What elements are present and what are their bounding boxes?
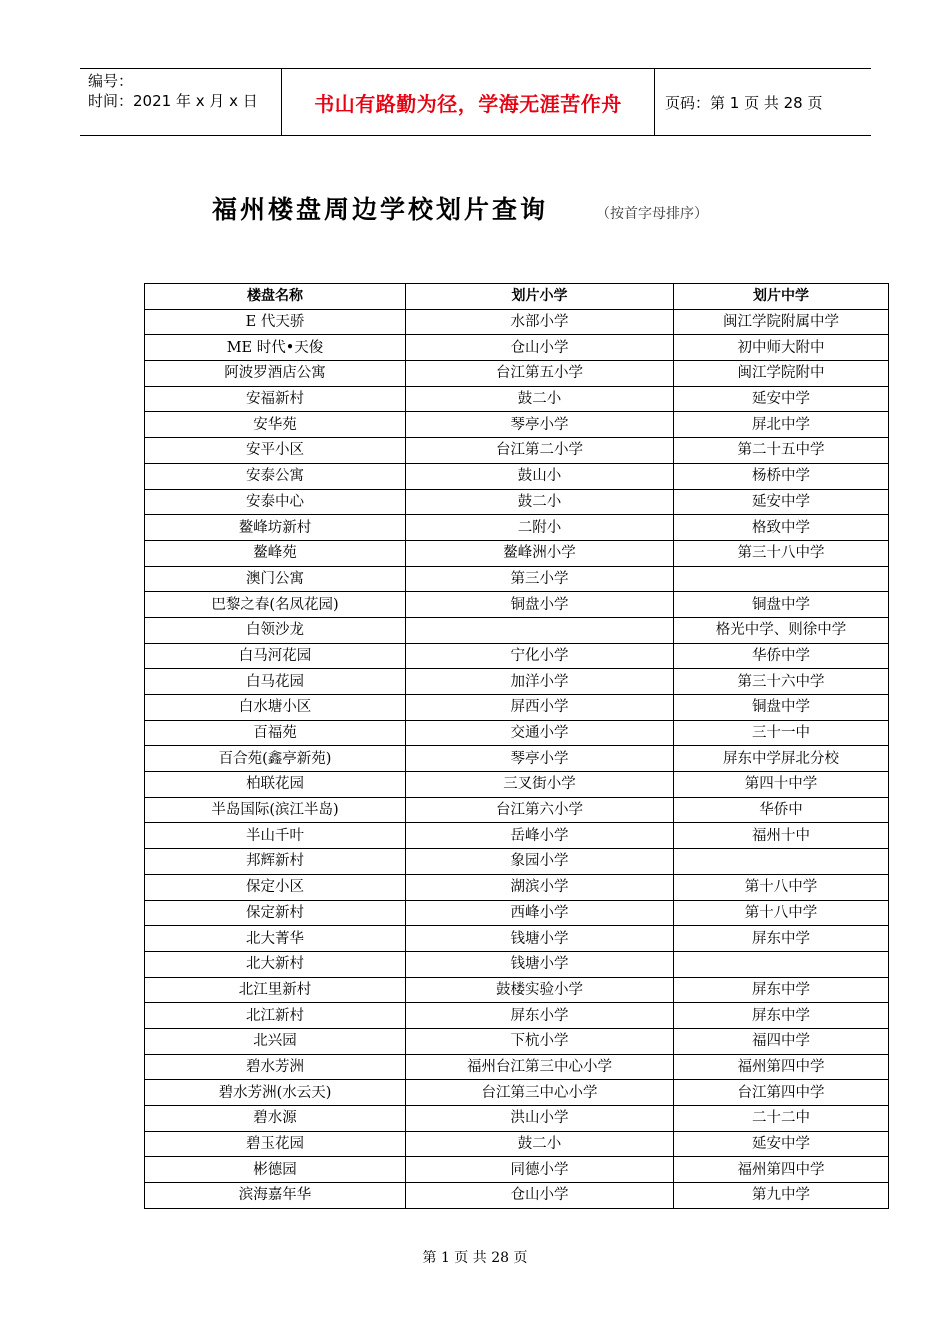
table-row [145, 1183, 889, 1209]
middle-school-cell: 铜盘中学 [674, 695, 889, 721]
primary-school-cell: 琴亭小学 [406, 746, 674, 772]
middle-school-cell: 华侨中 [674, 797, 889, 823]
primary-school-cell: 鳌峰洲小学 [406, 540, 674, 566]
table-row [145, 515, 889, 541]
middle-school-cell: 闽江学院附属中学 [674, 309, 889, 335]
primary-school-cell: 西峰小学 [406, 900, 674, 926]
table-row [145, 617, 889, 643]
estate-name-cell: 北大新村 [145, 951, 406, 977]
estate-name-cell: 滨海嘉年华 [145, 1183, 406, 1209]
middle-school-cell: 格致中学 [674, 515, 889, 541]
middle-school-cell: 杨桥中学 [674, 463, 889, 489]
primary-school-cell: 宁化小学 [406, 643, 674, 669]
primary-school-cell: 交通小学 [406, 720, 674, 746]
primary-school-cell: 仓山小学 [406, 1183, 674, 1209]
middle-school-cell: 铜盘中学 [674, 592, 889, 618]
page-title: 福州楼盘周边学校划片查询 [212, 195, 549, 224]
school-district-table [144, 283, 889, 1209]
primary-school-cell: 台江第三中心小学 [406, 1080, 674, 1106]
estate-name-cell: 半山千叶 [145, 823, 406, 849]
table-row [145, 695, 889, 721]
estate-name-cell: 鳌峰坊新村 [145, 515, 406, 541]
estate-name-cell: 北兴园 [145, 1028, 406, 1054]
primary-school-cell: 岳峰小学 [406, 823, 674, 849]
page-subtitle: （按首字母排序） [596, 206, 709, 222]
estate-name-cell: 彬德园 [145, 1157, 406, 1183]
table-row [145, 669, 889, 695]
estate-name-cell: 北大菁华 [145, 926, 406, 952]
middle-school-cell: 第三十八中学 [674, 540, 889, 566]
primary-school-cell: 台江第二小学 [406, 438, 674, 464]
table-row [145, 977, 889, 1003]
primary-school-cell: 台江第五小学 [406, 361, 674, 387]
primary-school-cell: 水部小学 [406, 309, 674, 335]
primary-school-cell: 钱塘小学 [406, 951, 674, 977]
header-page-info: 页码：第 1 页 共 28 页 [665, 93, 823, 112]
middle-school-cell: 屏东中学 [674, 926, 889, 952]
primary-school-cell: 第三小学 [406, 566, 674, 592]
middle-school-cell: 福州第四中学 [674, 1157, 889, 1183]
table-row [145, 335, 889, 361]
table-row [145, 438, 889, 464]
middle-school-cell: 格光中学、则徐中学 [674, 617, 889, 643]
primary-school-cell: 铜盘小学 [406, 592, 674, 618]
primary-school-cell: 台江第六小学 [406, 797, 674, 823]
estate-name-cell: 碧玉花园 [145, 1131, 406, 1157]
estate-name-cell: 碧水芳洲 [145, 1054, 406, 1080]
primary-school-cell: 同德小学 [406, 1157, 674, 1183]
table-row [145, 900, 889, 926]
estate-name-cell: 碧水源 [145, 1106, 406, 1132]
table-row [145, 926, 889, 952]
primary-school-cell [406, 617, 674, 643]
middle-school-cell: 屏北中学 [674, 412, 889, 438]
middle-school-cell: 第三十六中学 [674, 669, 889, 695]
estate-name-cell: 鳌峰苑 [145, 540, 406, 566]
table-row [145, 1028, 889, 1054]
middle-school-cell: 福州十中 [674, 823, 889, 849]
middle-school-cell: 初中师大附中 [674, 335, 889, 361]
middle-school-cell: 三十一中 [674, 720, 889, 746]
estate-name-cell: 安泰中心 [145, 489, 406, 515]
estate-name-cell: 百合苑(鑫亭新苑) [145, 746, 406, 772]
primary-school-cell: 屏西小学 [406, 695, 674, 721]
table-row [145, 1131, 889, 1157]
table-row [145, 309, 889, 335]
middle-school-cell: 延安中学 [674, 1131, 889, 1157]
primary-school-cell: 洪山小学 [406, 1106, 674, 1132]
estate-name-cell: 巴黎之春(名凤花园) [145, 592, 406, 618]
estate-name-cell: 安平小区 [145, 438, 406, 464]
estate-name-cell: 柏联花园 [145, 772, 406, 798]
middle-school-cell: 第九中学 [674, 1183, 889, 1209]
table-row [145, 746, 889, 772]
table-row [145, 1080, 889, 1106]
header-meta [80, 69, 282, 135]
table-row [145, 720, 889, 746]
table-row [145, 412, 889, 438]
estate-name-cell: 邦辉新村 [145, 849, 406, 875]
estate-name-cell: 半岛国际(滨江半岛) [145, 797, 406, 823]
estate-name-cell: 白水塘小区 [145, 695, 406, 721]
header-motto: 书山有路勤为径，学海无涯苦作舟 [282, 69, 655, 135]
primary-school-cell: 三叉街小学 [406, 772, 674, 798]
table-row [145, 772, 889, 798]
table-header-row [145, 284, 889, 310]
middle-school-cell [674, 951, 889, 977]
column-header-middle: 划片中学 [674, 284, 889, 310]
middle-school-cell: 屏东中学 [674, 977, 889, 1003]
estate-name-cell: 北江新村 [145, 1003, 406, 1029]
table-row [145, 489, 889, 515]
table-row [145, 1106, 889, 1132]
page-header [80, 68, 871, 136]
middle-school-cell: 福州第四中学 [674, 1054, 889, 1080]
table-row [145, 592, 889, 618]
table-row [145, 566, 889, 592]
middle-school-cell: 第二十五中学 [674, 438, 889, 464]
estate-name-cell: 百福苑 [145, 720, 406, 746]
middle-school-cell [674, 566, 889, 592]
primary-school-cell: 象园小学 [406, 849, 674, 875]
table-row [145, 874, 889, 900]
estate-name-cell: E 代天骄 [145, 309, 406, 335]
estate-name-cell: 北江里新村 [145, 977, 406, 1003]
middle-school-cell [674, 849, 889, 875]
middle-school-cell: 第十八中学 [674, 900, 889, 926]
estate-name-cell: 安华苑 [145, 412, 406, 438]
table-row [145, 463, 889, 489]
document-date: 时间：2021 年 x 月 x 日 [88, 92, 258, 110]
table-row [145, 1003, 889, 1029]
column-header-primary: 划片小学 [406, 284, 674, 310]
primary-school-cell: 福州台江第三中心小学 [406, 1054, 674, 1080]
column-header-estate: 楼盘名称 [145, 284, 406, 310]
primary-school-cell: 鼓二小 [406, 489, 674, 515]
table-row [145, 951, 889, 977]
middle-school-cell: 第十八中学 [674, 874, 889, 900]
middle-school-cell: 延安中学 [674, 386, 889, 412]
table-row [145, 540, 889, 566]
table-row [145, 1054, 889, 1080]
estate-name-cell: 保定小区 [145, 874, 406, 900]
document-number: 编号： [88, 72, 134, 90]
primary-school-cell: 鼓二小 [406, 386, 674, 412]
title-row [212, 190, 708, 226]
page-footer: 第 1 页 共 28 页 [422, 1250, 528, 1266]
middle-school-cell: 台江第四中学 [674, 1080, 889, 1106]
middle-school-cell: 屏东中学 [674, 1003, 889, 1029]
primary-school-cell: 鼓楼实验小学 [406, 977, 674, 1003]
estate-name-cell: 白马河花园 [145, 643, 406, 669]
table-row [145, 386, 889, 412]
estate-name-cell: 保定新村 [145, 900, 406, 926]
table-row [145, 797, 889, 823]
table-row [145, 361, 889, 387]
primary-school-cell: 仓山小学 [406, 335, 674, 361]
primary-school-cell: 屏东小学 [406, 1003, 674, 1029]
estate-name-cell: 澳门公寓 [145, 566, 406, 592]
estate-name-cell: 碧水芳洲(水云天) [145, 1080, 406, 1106]
primary-school-cell: 钱塘小学 [406, 926, 674, 952]
primary-school-cell: 二附小 [406, 515, 674, 541]
middle-school-cell: 华侨中学 [674, 643, 889, 669]
primary-school-cell: 湖滨小学 [406, 874, 674, 900]
primary-school-cell: 下杭小学 [406, 1028, 674, 1054]
table-row [145, 1157, 889, 1183]
estate-name-cell: ME 时代•天俊 [145, 335, 406, 361]
middle-school-cell: 福四中学 [674, 1028, 889, 1054]
primary-school-cell: 鼓山小 [406, 463, 674, 489]
estate-name-cell: 阿波罗酒店公寓 [145, 361, 406, 387]
estate-name-cell: 白领沙龙 [145, 617, 406, 643]
middle-school-cell: 第四十中学 [674, 772, 889, 798]
estate-name-cell: 安福新村 [145, 386, 406, 412]
table-row [145, 643, 889, 669]
primary-school-cell: 加洋小学 [406, 669, 674, 695]
middle-school-cell: 二十二中 [674, 1106, 889, 1132]
table-row [145, 849, 889, 875]
primary-school-cell: 琴亭小学 [406, 412, 674, 438]
estate-name-cell: 白马花园 [145, 669, 406, 695]
estate-name-cell: 安泰公寓 [145, 463, 406, 489]
middle-school-cell: 延安中学 [674, 489, 889, 515]
middle-school-cell: 闽江学院附中 [674, 361, 889, 387]
middle-school-cell: 屏东中学屏北分校 [674, 746, 889, 772]
table-row [145, 823, 889, 849]
primary-school-cell: 鼓二小 [406, 1131, 674, 1157]
